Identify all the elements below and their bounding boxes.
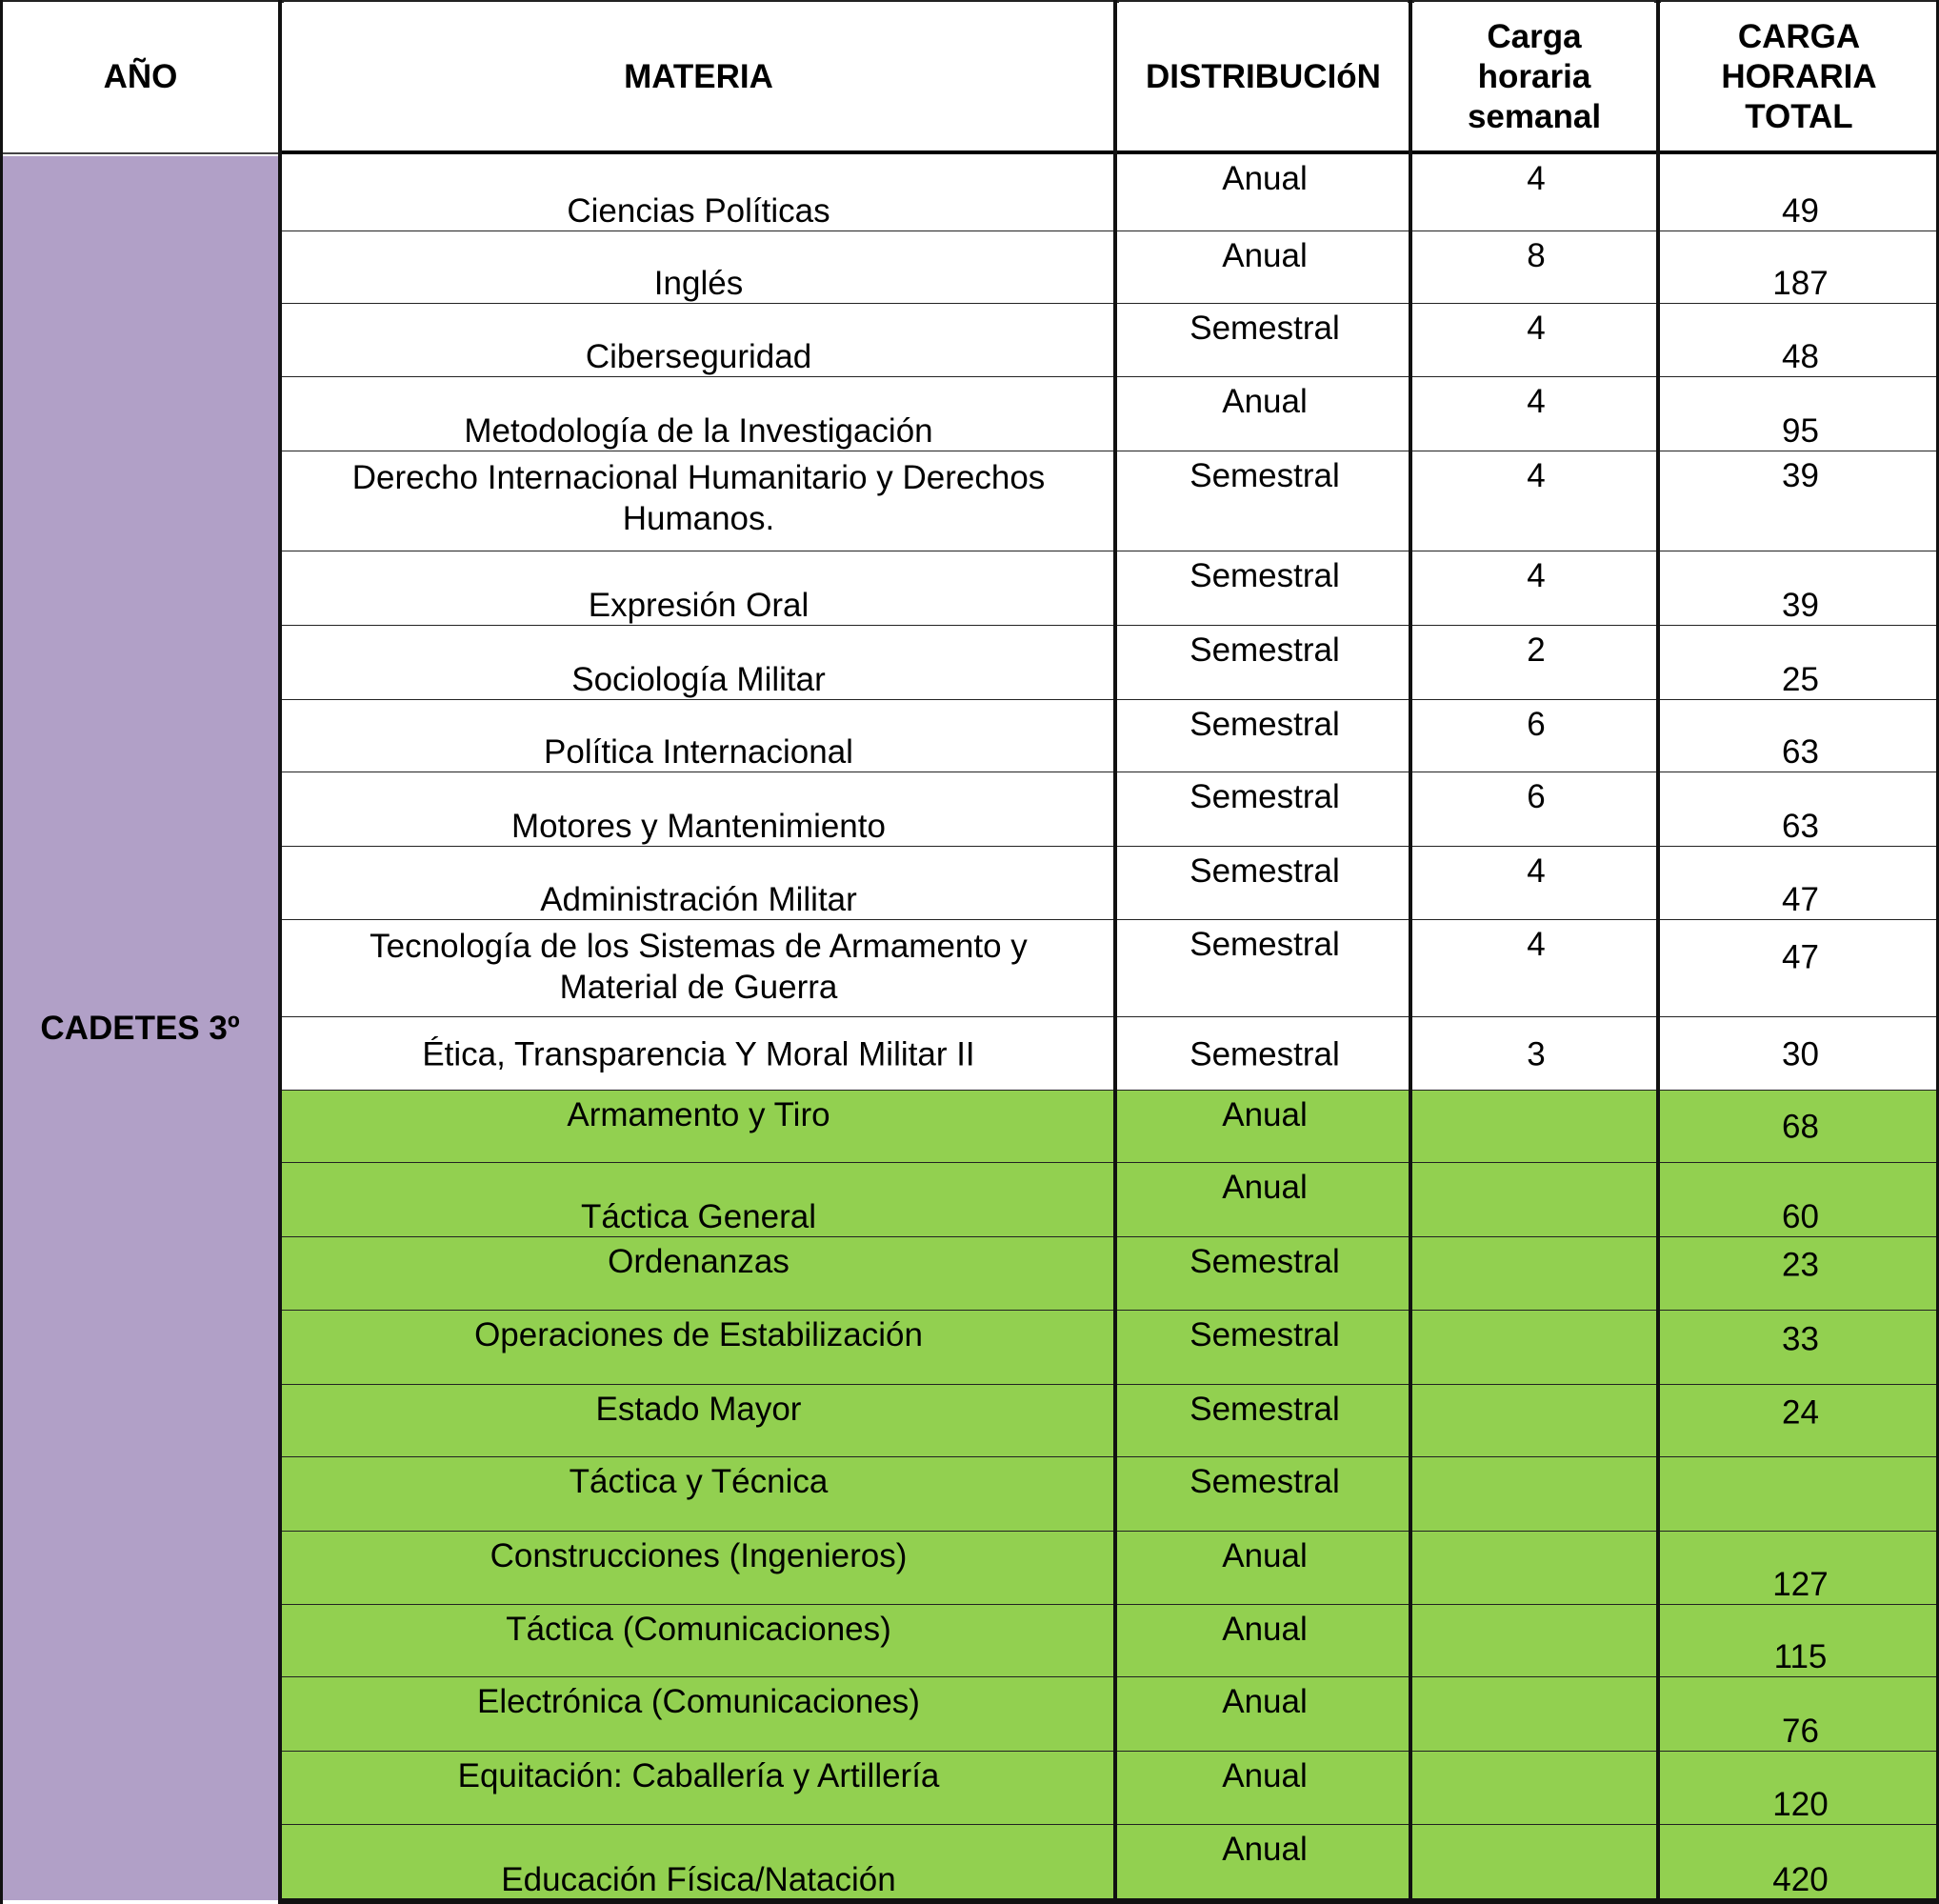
col-border-weekly: [1656, 0, 1660, 1904]
total-load-cell: [1662, 154, 1939, 231]
total-load-cell: [1662, 1163, 1939, 1237]
subject-cell-text: Ordenanzas: [608, 1243, 790, 1280]
table-row: [282, 1825, 1939, 1900]
total-load-cell-text: 420: [1772, 1861, 1829, 1898]
weekly-load-cell: [1414, 1017, 1658, 1091]
distribution-cell-text: Anual: [1222, 1611, 1308, 1648]
total-load-cell: [1662, 1605, 1939, 1677]
distribution-cell: [1119, 377, 1410, 451]
subject-cell-text: Electrónica (Comunicaciones): [477, 1683, 920, 1720]
distribution-cell: [1119, 231, 1410, 304]
total-load-cell-text: 120: [1772, 1786, 1829, 1823]
table-row: [282, 231, 1939, 304]
total-load-cell: [1662, 700, 1939, 772]
total-load-cell-text: 47: [1782, 881, 1819, 918]
total-load-cell: [1662, 772, 1939, 847]
weekly-load-cell: [1414, 1825, 1658, 1900]
subject-cell: [282, 1752, 1115, 1825]
total-load-cell: [1662, 377, 1939, 451]
weekly-load-cell: [1414, 1237, 1658, 1311]
distribution-cell-text: Semestral: [1189, 631, 1340, 669]
distribution-cell: [1119, 920, 1410, 1017]
weekly-load-cell: [1414, 700, 1658, 772]
weekly-load-cell: [1414, 304, 1658, 377]
subject-cell-text: Estado Mayor: [595, 1391, 802, 1428]
distribution-cell-text: Semestral: [1189, 852, 1340, 890]
subject-cell: [282, 1017, 1115, 1091]
distribution-cell: [1119, 772, 1410, 847]
subject-cell: [282, 304, 1115, 377]
subject-cell: [282, 231, 1115, 304]
total-load-cell: [1662, 1311, 1939, 1385]
distribution-cell: [1119, 1385, 1410, 1457]
subject-cell: [282, 700, 1115, 772]
subject-cell: [282, 154, 1115, 231]
table-row: [282, 304, 1939, 377]
weekly-load-cell: [1414, 154, 1658, 231]
distribution-cell: [1119, 154, 1410, 231]
weekly-load-cell: [1414, 1091, 1658, 1163]
subject-cell: [282, 1163, 1115, 1237]
weekly-load-cell: [1414, 1605, 1658, 1677]
table-row: [282, 1677, 1939, 1752]
table-row: [282, 377, 1939, 451]
subject-cell: [282, 1385, 1115, 1457]
distribution-cell-text: Anual: [1222, 1757, 1308, 1794]
subject-cell-text: Tecnología de los Sistemas de Armamento y Material de Guerra: [370, 928, 1028, 1006]
subject-cell: [282, 1532, 1115, 1605]
total-load-cell: [1662, 847, 1939, 920]
distribution-cell: [1119, 551, 1410, 626]
subject-cell: [282, 1311, 1115, 1385]
table-bottom-border: [280, 1898, 1939, 1904]
subject-cell: [282, 1237, 1115, 1311]
year-group-cell: [2, 156, 278, 1900]
distribution-cell-text: Semestral: [1189, 457, 1340, 494]
weekly-load-cell: [1414, 1163, 1658, 1237]
subject-cell-text: Ciencias Políticas: [567, 192, 830, 230]
subject-cell: [282, 920, 1115, 1017]
subject-cell-text: Administración Militar: [540, 881, 857, 918]
weekly-load-cell: [1414, 847, 1658, 920]
distribution-cell: [1119, 847, 1410, 920]
weekly-load-cell-text: 4: [1527, 160, 1546, 197]
header-year: AÑO: [3, 2, 278, 152]
total-load-cell-text: 63: [1782, 733, 1819, 771]
weekly-load-cell-text: 8: [1527, 237, 1546, 274]
distribution-cell-text: Anual: [1222, 1831, 1308, 1868]
distribution-cell-text: Semestral: [1189, 706, 1340, 743]
weekly-load-cell: [1414, 451, 1658, 551]
header-weekly-load: Carga horaria semanal: [1414, 2, 1654, 152]
subject-cell-text: Construcciones (Ingenieros): [490, 1537, 908, 1574]
total-load-cell-text: 187: [1772, 265, 1829, 302]
distribution-cell: [1119, 1311, 1410, 1385]
subject-cell-text: Derecho Internacional Humanitario y Derechos Humanos.: [351, 459, 1046, 537]
distribution-cell: [1119, 626, 1410, 700]
weekly-load-cell-text: 3: [1527, 1035, 1546, 1072]
table-row: [282, 700, 1939, 772]
table-row: [282, 1457, 1939, 1532]
total-load-cell: [1662, 1532, 1939, 1605]
total-load-cell-text: 68: [1782, 1108, 1819, 1146]
weekly-load-cell: [1414, 1677, 1658, 1752]
total-load-cell-text: 115: [1773, 1638, 1828, 1675]
total-load-cell-text: 48: [1782, 338, 1819, 375]
table-row: [282, 1091, 1939, 1163]
total-load-cell-text: 127: [1772, 1566, 1829, 1603]
subject-cell: [282, 626, 1115, 700]
total-load-cell-text: 76: [1782, 1713, 1819, 1750]
subject-cell-text: Inglés: [653, 265, 744, 302]
col-border-distribution: [1409, 0, 1412, 1904]
distribution-cell-text: Semestral: [1189, 557, 1340, 594]
subject-cell: [282, 551, 1115, 626]
subject-cell: [282, 1605, 1115, 1677]
distribution-cell-text: Anual: [1222, 160, 1308, 197]
col-border-year: [278, 0, 282, 1904]
weekly-load-cell: [1414, 377, 1658, 451]
table-row: [282, 772, 1939, 847]
subject-cell-text: Ciberseguridad: [585, 338, 812, 375]
table-row: [282, 1237, 1939, 1311]
distribution-cell-text: Anual: [1222, 1683, 1308, 1720]
table-row: [282, 1752, 1939, 1825]
subject-cell-text: Política Internacional: [544, 733, 853, 771]
weekly-load-cell-text: 4: [1527, 557, 1546, 594]
distribution-cell-text: Semestral: [1189, 926, 1340, 963]
total-load-cell: [1662, 1752, 1939, 1825]
subject-cell: [282, 772, 1115, 847]
total-load-cell-text: 39: [1782, 587, 1819, 624]
subject-cell: [282, 451, 1115, 551]
total-load-cell-text: 49: [1782, 192, 1819, 230]
weekly-load-cell: [1414, 1311, 1658, 1385]
total-load-cell-text: 24: [1782, 1393, 1819, 1432]
total-load-cell-text: 30: [1782, 1035, 1819, 1072]
header-total-load: CARGA HORARIA TOTAL: [1661, 2, 1937, 152]
distribution-cell: [1119, 1457, 1410, 1532]
weekly-load-cell: [1414, 626, 1658, 700]
weekly-load-cell: [1414, 1532, 1658, 1605]
distribution-cell-text: Anual: [1222, 237, 1308, 274]
distribution-cell: [1119, 1532, 1410, 1605]
weekly-load-cell-text: 6: [1527, 778, 1546, 815]
total-load-cell: [1662, 1825, 1939, 1900]
distribution-cell-text: Semestral: [1189, 1035, 1340, 1072]
weekly-load-cell: [1414, 772, 1658, 847]
subject-cell-text: Equitación: Caballería y Artillería: [457, 1757, 940, 1794]
table-row: [282, 551, 1939, 626]
subject-cell-text: Metodología de la Investigación: [464, 412, 933, 450]
distribution-cell: [1119, 1677, 1410, 1752]
total-load-cell: [1662, 451, 1939, 551]
distribution-cell: [1119, 700, 1410, 772]
total-load-cell: [1662, 304, 1939, 377]
total-load-cell-text: 23: [1782, 1246, 1819, 1284]
subject-cell-text: Armamento y Tiro: [567, 1096, 830, 1133]
distribution-cell-text: Semestral: [1189, 1391, 1340, 1428]
total-load-cell: [1662, 231, 1939, 304]
distribution-cell-text: Anual: [1222, 1169, 1308, 1206]
col-border-subject: [1113, 0, 1117, 1904]
weekly-load-cell: [1414, 1385, 1658, 1457]
distribution-cell-text: Semestral: [1189, 1243, 1340, 1280]
weekly-load-cell-text: 4: [1527, 852, 1546, 890]
subject-cell-text: Sociología Militar: [571, 661, 826, 698]
distribution-cell-text: Semestral: [1189, 1316, 1340, 1353]
table-row: [282, 920, 1939, 1017]
total-load-cell-text: 60: [1782, 1198, 1819, 1235]
subject-cell: [282, 377, 1115, 451]
distribution-cell-text: Anual: [1222, 1096, 1308, 1133]
subject-cell-text: Motores y Mantenimiento: [511, 808, 886, 845]
total-load-cell: [1662, 1237, 1939, 1311]
weekly-load-cell: [1414, 231, 1658, 304]
table-row: [282, 1532, 1939, 1605]
subject-cell: [282, 847, 1115, 920]
distribution-cell-text: Semestral: [1189, 310, 1340, 347]
total-load-cell: [1662, 551, 1939, 626]
subject-cell: [282, 1825, 1115, 1900]
table-row: [282, 451, 1939, 551]
subject-cell-text: Ética, Transparencia Y Moral Militar II: [422, 1035, 975, 1072]
distribution-cell: [1119, 1091, 1410, 1163]
distribution-cell-text: Semestral: [1189, 778, 1340, 815]
total-load-cell-text: 95: [1782, 412, 1819, 450]
weekly-load-cell-text: 4: [1527, 383, 1546, 420]
subject-cell-text: Táctica y Técnica: [569, 1463, 829, 1500]
subject-cell: [282, 1457, 1115, 1532]
table-row: [282, 1163, 1939, 1237]
total-load-cell: [1662, 1091, 1939, 1163]
header-subject: MATERIA: [284, 2, 1113, 152]
total-load-cell: [1662, 1457, 1939, 1532]
weekly-load-cell: [1414, 1752, 1658, 1825]
subject-cell-text: Educación Física/Natación: [501, 1861, 896, 1898]
subject-cell-text: Expresión Oral: [588, 587, 810, 624]
year-group-label: CADETES 3º: [40, 1009, 240, 1047]
distribution-cell: [1119, 1605, 1410, 1677]
subject-cell-text: Táctica (Comunicaciones): [506, 1611, 891, 1648]
distribution-cell: [1119, 1752, 1410, 1825]
total-load-cell: [1662, 1385, 1939, 1457]
weekly-load-cell-text: 4: [1527, 310, 1546, 347]
total-load-cell-text: 25: [1782, 661, 1819, 698]
distribution-cell-text: Anual: [1222, 1537, 1308, 1574]
subject-cell-text: Operaciones de Estabilización: [474, 1316, 923, 1353]
total-load-cell: [1662, 626, 1939, 700]
weekly-load-cell-text: 2: [1527, 631, 1546, 669]
total-load-cell-text: 47: [1782, 938, 1819, 976]
distribution-cell: [1119, 1237, 1410, 1311]
total-load-cell: [1662, 1017, 1939, 1091]
table-row: [282, 847, 1939, 920]
total-load-cell: [1662, 1677, 1939, 1752]
distribution-cell: [1119, 1825, 1410, 1900]
header-distribution: DISTRIBUCIóN: [1119, 2, 1408, 152]
distribution-cell: [1119, 304, 1410, 377]
table-row: [282, 1311, 1939, 1385]
distribution-cell-text: Anual: [1222, 383, 1308, 420]
total-load-cell-text: 63: [1782, 808, 1819, 845]
weekly-load-cell-text: 4: [1527, 926, 1546, 963]
subject-cell: [282, 1091, 1115, 1163]
distribution-cell: [1119, 1163, 1410, 1237]
total-load-cell: [1662, 920, 1939, 1017]
total-load-cell-text: 39: [1782, 457, 1819, 494]
table-row: [282, 1605, 1939, 1677]
distribution-cell: [1119, 1017, 1410, 1091]
weekly-load-cell: [1414, 920, 1658, 1017]
weekly-load-cell: [1414, 1457, 1658, 1532]
weekly-load-cell: [1414, 551, 1658, 626]
table-row: [282, 1017, 1939, 1091]
weekly-load-cell-text: 4: [1527, 457, 1546, 494]
total-load-cell-text: 33: [1782, 1320, 1819, 1358]
distribution-cell-text: Semestral: [1189, 1463, 1340, 1500]
subject-cell: [282, 1677, 1115, 1752]
header-divider-left: [0, 152, 280, 154]
table-row: [282, 1385, 1939, 1457]
weekly-load-cell-text: 6: [1527, 706, 1546, 743]
col-border-left: [0, 0, 3, 1904]
distribution-cell: [1119, 451, 1410, 551]
table-row: [282, 626, 1939, 700]
table-row: [282, 154, 1939, 231]
subject-cell-text: Táctica General: [580, 1198, 817, 1235]
